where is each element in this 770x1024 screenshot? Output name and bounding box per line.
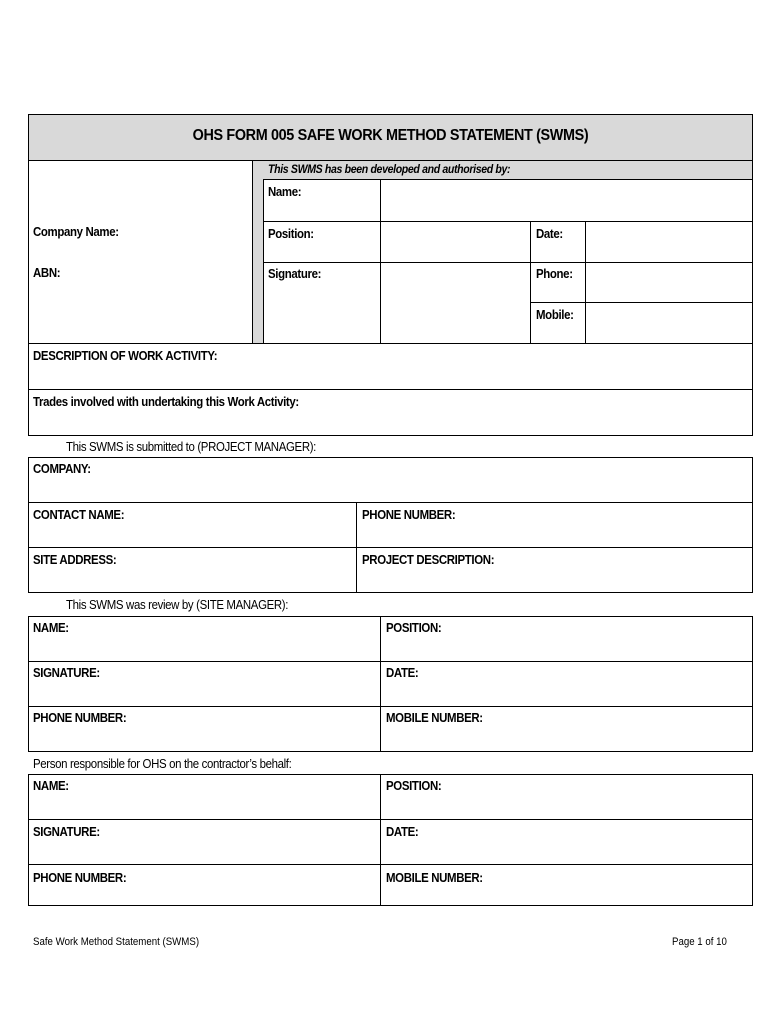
footer-document-name: Safe Work Method Statement (SWMS) xyxy=(33,936,200,948)
footer-page-number: Page 1 of 10 xyxy=(672,936,727,948)
pm-company-field[interactable] xyxy=(30,480,751,500)
ohs-signature-field[interactable] xyxy=(30,842,378,862)
pm-phone-number-field[interactable] xyxy=(358,525,751,545)
project-manager-heading: This SWMS is submitted to (PROJECT MANAGER): xyxy=(66,439,317,454)
position-label: Position: xyxy=(268,226,314,241)
description-field[interactable] xyxy=(30,366,751,387)
company-name-label: Company Name: xyxy=(33,224,119,239)
ohs-name-field[interactable] xyxy=(30,796,378,817)
pm-phone-number-label: PHONE NUMBER: xyxy=(362,507,456,522)
ohs-position-label: POSITION: xyxy=(386,778,442,793)
ohs-contractor-heading: Person responsible for OHS on the contractor’s behalf: xyxy=(33,756,292,771)
sm-name-label: NAME: xyxy=(33,620,69,635)
ohs-mobile-number-label: MOBILE NUMBER: xyxy=(386,870,483,885)
name-label: Name: xyxy=(268,184,302,199)
ohs-phone-number-field[interactable] xyxy=(30,886,378,904)
trades-label: Trades involved with undertaking this Work Activity: xyxy=(33,394,299,409)
sm-position-field[interactable] xyxy=(382,638,751,659)
form-title: OHS FORM 005 SAFE WORK METHOD STATEMENT (SWMS) xyxy=(192,127,589,144)
trades-field[interactable] xyxy=(30,412,751,434)
pm-project-description-label: PROJECT DESCRIPTION: xyxy=(362,552,495,567)
ohs-date-label: DATE: xyxy=(386,824,419,839)
site-manager-heading: This SWMS was review by (SITE MANAGER): xyxy=(66,597,289,612)
date-label: Date: xyxy=(536,226,563,241)
phone-field[interactable] xyxy=(587,264,751,301)
description-label: DESCRIPTION OF WORK ACTIVITY: xyxy=(33,348,218,363)
grey-spacer-column xyxy=(253,161,263,343)
sm-signature-field[interactable] xyxy=(30,683,378,704)
mobile-field[interactable] xyxy=(587,304,751,342)
sm-phone-number-field[interactable] xyxy=(30,728,378,750)
ohs-mobile-number-field[interactable] xyxy=(382,886,751,904)
sm-mobile-number-label: MOBILE NUMBER: xyxy=(386,710,483,725)
signature-label: Signature: xyxy=(268,266,322,281)
authorised-by-text: This SWMS has been developed and authorised by: xyxy=(268,162,511,176)
date-field[interactable] xyxy=(587,223,751,261)
sm-phone-number-label: PHONE NUMBER: xyxy=(33,710,127,725)
sm-signature-label: SIGNATURE: xyxy=(33,665,100,680)
abn-label: ABN: xyxy=(33,265,61,280)
ohs-date-field[interactable] xyxy=(382,842,751,862)
pm-company-label: COMPANY: xyxy=(33,461,91,476)
phone-label: Phone: xyxy=(536,266,573,281)
ohs-phone-number-label: PHONE NUMBER: xyxy=(33,870,127,885)
sm-date-field[interactable] xyxy=(382,683,751,704)
sm-position-label: POSITION: xyxy=(386,620,442,635)
sm-date-label: DATE: xyxy=(386,665,419,680)
pm-contact-name-label: CONTACT NAME: xyxy=(33,507,125,522)
position-field[interactable] xyxy=(382,223,528,261)
ohs-name-label: NAME: xyxy=(33,778,69,793)
sm-name-field[interactable] xyxy=(30,638,378,659)
pm-site-address-label: SITE ADDRESS: xyxy=(33,552,117,567)
ohs-signature-label: SIGNATURE: xyxy=(33,824,100,839)
pm-contact-name-field[interactable] xyxy=(30,525,354,545)
mobile-label: Mobile: xyxy=(536,307,574,322)
pm-site-address-field[interactable] xyxy=(30,570,354,591)
ohs-position-field[interactable] xyxy=(382,796,751,817)
name-field[interactable] xyxy=(382,181,751,220)
signature-field[interactable] xyxy=(382,264,528,342)
sm-mobile-number-field[interactable] xyxy=(382,728,751,750)
pm-project-description-field[interactable] xyxy=(358,570,751,591)
